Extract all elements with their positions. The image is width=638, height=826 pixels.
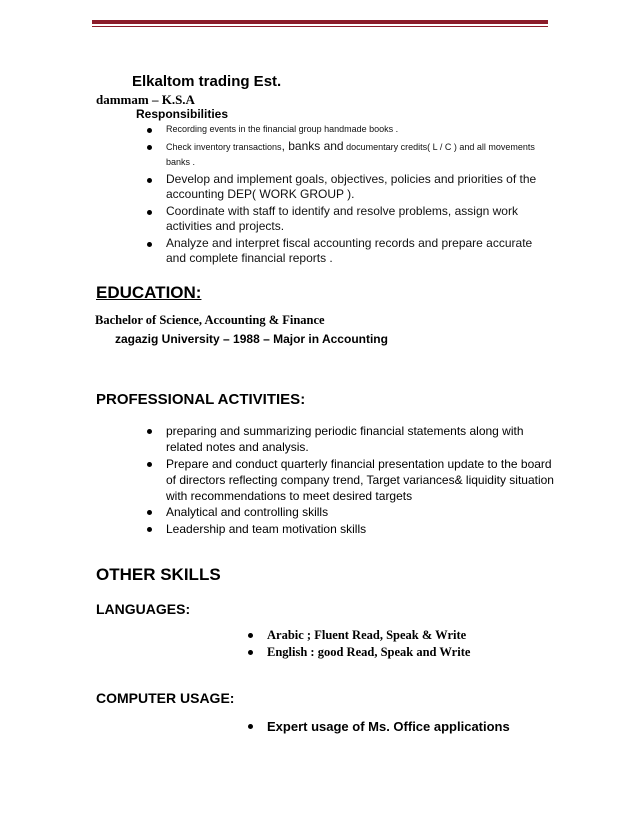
list-item-text: , banks and: [281, 138, 344, 153]
list-item: English : good Read, Speak and Write: [248, 644, 470, 661]
list-item: Analytical and controlling skills: [147, 504, 557, 520]
professional-heading: PROFESSIONAL ACTIVITIES:: [96, 391, 306, 408]
company-name: Elkaltom trading Est.: [132, 73, 282, 90]
header-rule-thin: [92, 26, 548, 27]
languages-list: [248, 627, 470, 661]
list-item: Analyze and interpret fiscal accounting records and prepare accurate and complete financial reports .: [147, 236, 552, 267]
computer-usage-list: [248, 718, 510, 735]
list-item: preparing and summarizing periodic financial statements along with related notes and analysis.: [147, 423, 557, 456]
list-item: Develop and implement goals, objectives, policies and priorities of the accounting DEP( WORK GROUP ).: [147, 172, 552, 203]
company-city: dammam – K.S.A: [96, 92, 195, 107]
list-item-text: documentary credits( L / C ) and all movements banks .: [166, 141, 535, 167]
list-item: Recording events in the financial group handmade books .: [147, 122, 552, 138]
list-item: Expert usage of Ms. Office applications: [248, 718, 510, 735]
education-heading: EDUCATION:: [96, 283, 202, 302]
languages-heading: LANGUAGES:: [96, 601, 191, 617]
header-rule-thick: [92, 20, 548, 24]
professional-list: [147, 423, 557, 537]
responsibilities-label: Responsibilities: [136, 107, 229, 121]
list-item: [147, 139, 552, 171]
university: zagazig University – 1988 – Major in Accounting: [115, 332, 388, 346]
list-item-text: Check inventory transactions: [166, 141, 282, 152]
list-item: Prepare and conduct quarterly financial presentation update to the board of directors reflecting company trend, Target variances& liquidity situation with recommendations to meet desired targets: [147, 456, 557, 505]
list-item: Leadership and team motivation skills: [147, 521, 557, 537]
responsibilities-list: [147, 122, 552, 268]
degree: Bachelor of Science, Accounting & Finance: [95, 313, 325, 327]
list-item: Arabic ; Fluent Read, Speak & Write: [248, 627, 470, 644]
list-item: Coordinate with staff to identify and resolve problems, assign work activities and projects.: [147, 204, 552, 235]
computer-usage-heading: COMPUTER USAGE:: [96, 690, 235, 706]
other-skills-heading: OTHER SKILLS: [96, 565, 221, 584]
